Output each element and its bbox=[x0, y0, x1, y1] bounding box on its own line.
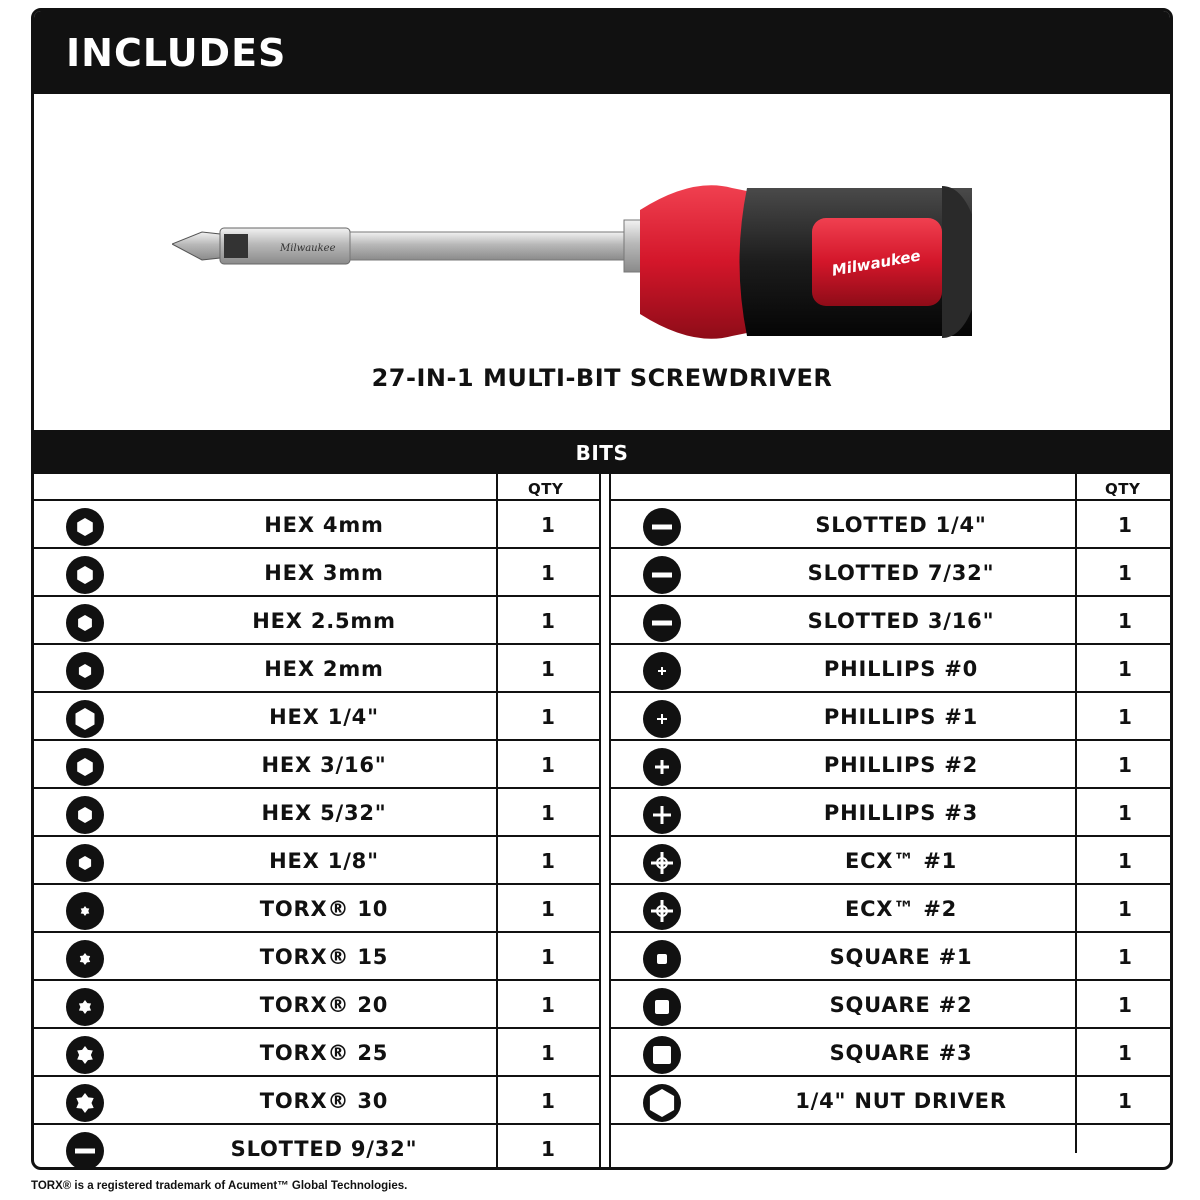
bit-row bbox=[34, 741, 599, 789]
includes-header bbox=[34, 11, 1170, 94]
bit-row bbox=[611, 693, 1173, 741]
bit-name: HEX 1/8" bbox=[269, 849, 379, 873]
bit-qty: 1 bbox=[1118, 993, 1132, 1017]
bit-name: SLOTTED 9/32" bbox=[230, 1137, 418, 1161]
nut-driver-icon bbox=[643, 1084, 681, 1122]
ecx-icon bbox=[643, 892, 681, 930]
bit-name: HEX 3/16" bbox=[261, 753, 387, 777]
bit-qty: 1 bbox=[541, 753, 555, 777]
bit-qty: 1 bbox=[541, 1041, 555, 1065]
bit-qty: 1 bbox=[541, 705, 555, 729]
bit-row bbox=[34, 693, 599, 741]
bit-name: PHILLIPS #1 bbox=[823, 705, 979, 729]
bit-row bbox=[34, 645, 599, 693]
bit-name: SQUARE #2 bbox=[829, 993, 973, 1017]
bits-table-left bbox=[34, 474, 599, 1170]
bit-qty: 1 bbox=[1118, 945, 1132, 969]
hex-socket-icon bbox=[66, 748, 104, 786]
bit-qty: 1 bbox=[541, 609, 555, 633]
bit-name: 1/4" NUT DRIVER bbox=[795, 1089, 1007, 1113]
table-divider bbox=[599, 474, 611, 1170]
bit-name: PHILLIPS #3 bbox=[823, 801, 979, 825]
torx-icon bbox=[66, 1084, 104, 1122]
bit-qty: 1 bbox=[1118, 657, 1132, 681]
slotted-icon bbox=[643, 556, 681, 594]
bit-row bbox=[611, 933, 1173, 981]
handle-brand-logo: Milwaukee bbox=[830, 246, 922, 280]
bit-name: TORX® 30 bbox=[259, 1089, 389, 1113]
bit-qty: 1 bbox=[1118, 705, 1132, 729]
qty-column-header: QTY bbox=[528, 480, 564, 498]
bit-name: HEX 3mm bbox=[264, 561, 384, 585]
bit-row bbox=[34, 549, 599, 597]
qty-column-divider bbox=[496, 474, 498, 1170]
bit-row bbox=[34, 789, 599, 837]
square-icon bbox=[643, 1036, 681, 1074]
product-caption: 27-IN-1 MULTI-BIT SCREWDRIVER bbox=[371, 364, 833, 392]
bit-holder-brand: Milwaukee bbox=[280, 243, 336, 254]
bit-row bbox=[611, 837, 1173, 885]
bit-row bbox=[611, 741, 1173, 789]
slotted-icon bbox=[643, 508, 681, 546]
slotted-icon bbox=[643, 604, 681, 642]
bit-row bbox=[611, 501, 1173, 549]
torx-icon bbox=[66, 940, 104, 978]
bit-qty: 1 bbox=[541, 561, 555, 585]
bit-qty: 1 bbox=[541, 849, 555, 873]
hex-socket-icon bbox=[66, 700, 104, 738]
torx-icon bbox=[66, 892, 104, 930]
hex-socket-icon bbox=[66, 508, 104, 546]
bit-name: SLOTTED 7/32" bbox=[807, 561, 995, 585]
bit-row bbox=[34, 837, 599, 885]
bit-name: SQUARE #3 bbox=[829, 1041, 973, 1065]
hex-socket-icon bbox=[66, 796, 104, 834]
bit-name: SLOTTED 3/16" bbox=[807, 609, 995, 633]
bit-qty: 1 bbox=[541, 1137, 555, 1161]
bit-qty: 1 bbox=[541, 513, 555, 537]
phillips-icon bbox=[643, 652, 681, 690]
bit-qty: 1 bbox=[1118, 513, 1132, 537]
bit-qty: 1 bbox=[1118, 753, 1132, 777]
includes-panel bbox=[31, 8, 1173, 1170]
qty-column-header: QTY bbox=[1105, 480, 1141, 498]
phillips-icon bbox=[643, 748, 681, 786]
bit-qty: 1 bbox=[541, 801, 555, 825]
bit-name: HEX 2mm bbox=[264, 657, 384, 681]
bit-qty: 1 bbox=[1118, 897, 1132, 921]
bit-qty: 1 bbox=[541, 897, 555, 921]
bit-row bbox=[34, 501, 599, 549]
qty-column-divider bbox=[1075, 474, 1077, 1153]
qty-header-row bbox=[611, 474, 1173, 501]
includes-title: INCLUDES bbox=[66, 31, 287, 75]
bit-name: HEX 1/4" bbox=[269, 705, 379, 729]
bit-row bbox=[611, 981, 1173, 1029]
square-icon bbox=[643, 988, 681, 1026]
bit-name: HEX 5/32" bbox=[261, 801, 387, 825]
bit-name: TORX® 10 bbox=[259, 897, 389, 921]
bit-row bbox=[611, 1029, 1173, 1077]
trademark-footnote: TORX® is a registered trademark of Acument™ Global Technologies. bbox=[31, 1180, 408, 1192]
hex-socket-icon bbox=[66, 604, 104, 642]
bit-row bbox=[611, 885, 1173, 933]
qty-header-row bbox=[34, 474, 599, 501]
bit-row bbox=[611, 549, 1173, 597]
bit-qty: 1 bbox=[1118, 801, 1132, 825]
bit-name: HEX 2.5mm bbox=[252, 609, 396, 633]
torx-icon bbox=[66, 1036, 104, 1074]
phillips-icon bbox=[643, 700, 681, 738]
bit-name: ECX™ #1 bbox=[844, 849, 958, 873]
bit-name: SLOTTED 1/4" bbox=[815, 513, 987, 537]
screwdriver-illustration bbox=[172, 182, 972, 342]
bit-row bbox=[611, 597, 1173, 645]
phillips-icon bbox=[643, 796, 681, 834]
slotted-icon bbox=[66, 1132, 104, 1170]
bits-table-right bbox=[611, 474, 1173, 1125]
bit-name: PHILLIPS #0 bbox=[823, 657, 979, 681]
hex-socket-icon bbox=[66, 844, 104, 882]
bit-name: PHILLIPS #2 bbox=[823, 753, 979, 777]
bit-qty: 1 bbox=[541, 1089, 555, 1113]
bit-row bbox=[34, 1029, 599, 1077]
bit-row bbox=[34, 885, 599, 933]
bit-qty: 1 bbox=[541, 993, 555, 1017]
bit-qty: 1 bbox=[1118, 561, 1132, 585]
bit-row bbox=[34, 597, 599, 645]
bit-name: TORX® 15 bbox=[259, 945, 389, 969]
ecx-icon bbox=[643, 844, 681, 882]
bit-qty: 1 bbox=[1118, 609, 1132, 633]
bits-header: BITS bbox=[34, 430, 1170, 474]
hex-socket-icon bbox=[66, 556, 104, 594]
bit-qty: 1 bbox=[1118, 1089, 1132, 1113]
bit-name: ECX™ #2 bbox=[844, 897, 958, 921]
square-icon bbox=[643, 940, 681, 978]
bit-name: TORX® 25 bbox=[259, 1041, 389, 1065]
torx-icon bbox=[66, 988, 104, 1026]
bit-row bbox=[34, 1077, 599, 1125]
bit-row bbox=[34, 1125, 599, 1170]
bit-row bbox=[34, 933, 599, 981]
bit-row bbox=[611, 1077, 1173, 1125]
bit-row bbox=[611, 789, 1173, 837]
bit-row bbox=[611, 645, 1173, 693]
bit-qty: 1 bbox=[1118, 849, 1132, 873]
bit-name: TORX® 20 bbox=[259, 993, 389, 1017]
bit-qty: 1 bbox=[1118, 1041, 1132, 1065]
hex-socket-icon bbox=[66, 652, 104, 690]
bit-row bbox=[34, 981, 599, 1029]
bit-name: SQUARE #1 bbox=[829, 945, 973, 969]
bit-qty: 1 bbox=[541, 657, 555, 681]
bit-name: HEX 4mm bbox=[264, 513, 384, 537]
product-section bbox=[34, 94, 1170, 430]
bit-qty: 1 bbox=[541, 945, 555, 969]
